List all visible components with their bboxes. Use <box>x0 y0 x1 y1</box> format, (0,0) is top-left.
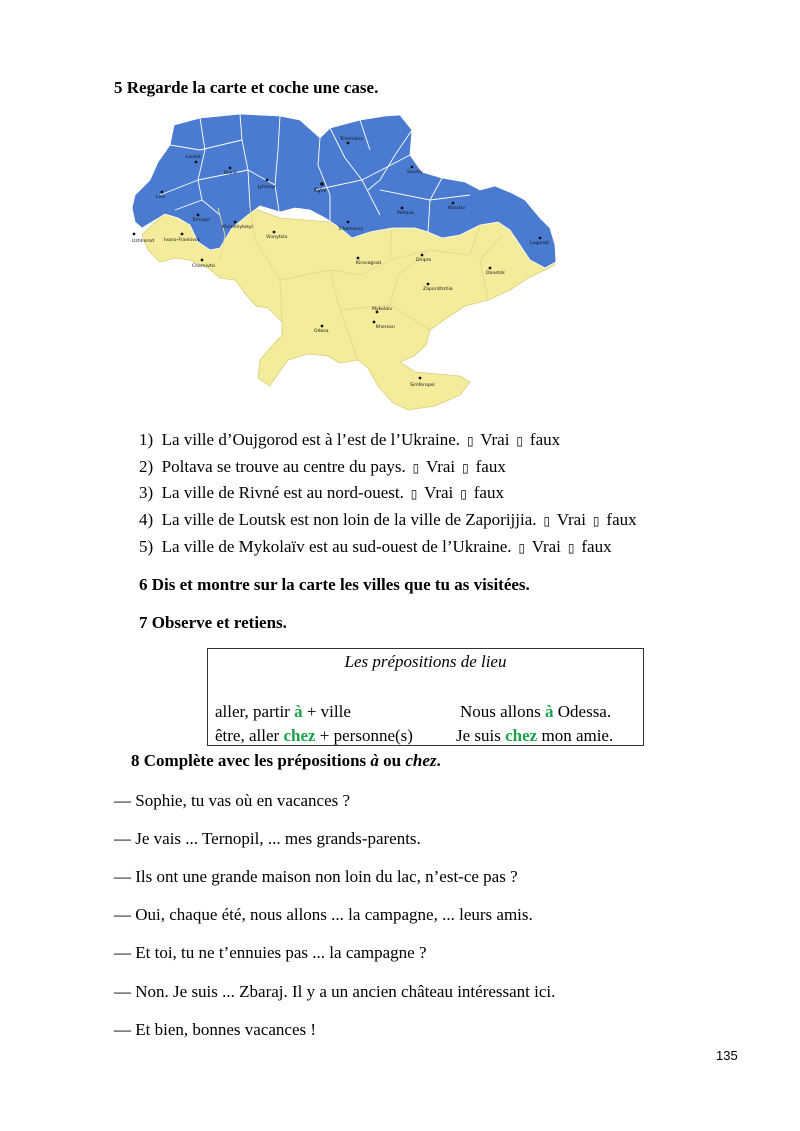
statement-4 <box>139 510 637 530</box>
exercise-5-heading: 5 Regarde la carte et coche une case. <box>114 78 379 97</box>
dialog-line: — Non. Je suis ... Zbaraj. Il y a un ancien château intéressant ici. <box>114 982 556 1001</box>
svg-text:Uzhhorod: Uzhhorod <box>132 239 154 244</box>
ukraine-map-svg <box>130 110 560 415</box>
true-checkbox[interactable]: ▯ <box>466 434 474 448</box>
svg-text:Tchernihiv: Tchernihiv <box>340 137 364 142</box>
true-label: Vrai <box>424 483 454 502</box>
false-label: faux <box>529 430 561 449</box>
true-checkbox[interactable]: ▯ <box>543 514 551 528</box>
false-checkbox[interactable]: ▯ <box>460 487 467 501</box>
dialog-line: — Sophie, tu vas où en vacances ? <box>114 791 351 810</box>
svg-text:Poltava: Poltava <box>397 211 414 216</box>
statement-3 <box>139 483 504 503</box>
statement-text: La ville d’Oujgorod est à l’est de l’Ukraine. <box>161 430 461 449</box>
true-checkbox[interactable]: ▯ <box>410 487 418 501</box>
false-checkbox[interactable]: ▯ <box>567 541 575 555</box>
statement-text: La ville de Rivné est au nord-ouest. <box>161 483 409 502</box>
statement-5 <box>139 537 612 557</box>
prepositions-box <box>207 648 644 746</box>
false-checkbox[interactable]: ▯ <box>462 461 469 475</box>
svg-text:Rivné: Rivné <box>224 171 237 176</box>
true-checkbox[interactable]: ▯ <box>518 541 526 555</box>
statement-number: 3) <box>139 483 154 502</box>
exercise-8-heading: 8 Complète avec les prépositions à ou chez. <box>131 751 441 770</box>
preposition-a: à <box>294 702 303 721</box>
true-checkbox[interactable]: ▯ <box>412 461 420 475</box>
false-label: faux <box>475 457 506 476</box>
svg-text:Vinnytsia: Vinnytsia <box>266 235 288 240</box>
svg-text:Mykolaiv: Mykolaiv <box>372 307 393 312</box>
svg-text:Kharkiv: Kharkiv <box>448 206 466 211</box>
exercise-7-heading: 7 Observe et retiens. <box>139 613 287 632</box>
rule-row-1-left: aller, partir à + ville <box>215 702 351 721</box>
dialog-line: — Ils ont une grande maison non loin du lac, n’est-ce pas ? <box>114 867 518 886</box>
page-number: 135 <box>716 1048 738 1063</box>
statement-2 <box>139 457 506 477</box>
statement-1 <box>139 430 560 450</box>
svg-text:Zaporizhzhia: Zaporizhzhia <box>423 287 453 292</box>
svg-text:Donetsk: Donetsk <box>486 271 505 276</box>
preposition-chez: chez <box>505 726 538 745</box>
svg-text:Dnipro: Dnipro <box>416 258 432 263</box>
false-label: faux <box>606 510 637 529</box>
false-checkbox[interactable]: ▯ <box>516 434 523 448</box>
preposition-a: à <box>545 702 554 721</box>
ukraine-map <box>130 110 560 415</box>
exercise-6-heading: 6 Dis et montre sur la carte les villes que tu as visitées. <box>139 575 530 594</box>
svg-text:Simferopol: Simferopol <box>410 383 435 388</box>
svg-text:Soumy: Soumy <box>407 170 423 175</box>
statement-text: Poltava se trouve au centre du pays. <box>161 457 406 476</box>
svg-text:Kherson: Kherson <box>376 325 395 330</box>
dialog-line: — Je vais ... Ternopil, ... mes grands-parents. <box>114 829 421 848</box>
statement-number: 2) <box>139 457 154 476</box>
svg-text:Ivano-Frankivsk: Ivano-Frankivsk <box>164 238 200 243</box>
svg-text:Ternopil: Ternopil <box>192 218 210 223</box>
preposition-chez: chez <box>283 726 316 745</box>
false-label: faux <box>581 537 612 556</box>
true-label: Vrai <box>425 457 456 476</box>
true-label: Vrai <box>556 510 586 529</box>
svg-text:Jytomyr: Jytomyr <box>258 185 276 190</box>
rule-row-1-right: Nous allons à Odessa. <box>460 702 612 721</box>
svg-text:Tcherkassy: Tcherkassy <box>338 227 364 232</box>
prepositions-box-title: Les prépositions de lieu <box>344 652 507 671</box>
dialog-line: — Oui, chaque été, nous allons ... la campagne, ... leurs amis. <box>114 905 533 924</box>
rule-row-2-right: Je suis chez mon amie. <box>456 726 614 745</box>
statement-number: 1) <box>139 430 154 449</box>
rule-row-2-left: être, aller chez + personne(s) <box>215 726 413 745</box>
svg-text:Khmelnytskyi: Khmelnytskyi <box>222 225 253 230</box>
svg-text:Lugansk: Lugansk <box>530 241 550 246</box>
false-label: faux <box>473 483 504 502</box>
dialog-line: — Et bien, bonnes vacances ! <box>114 1020 317 1039</box>
statement-number: 5) <box>139 537 154 556</box>
svg-text:Loutsk: Loutsk <box>186 155 202 160</box>
svg-text:Lviv: Lviv <box>156 195 166 200</box>
false-checkbox[interactable]: ▯ <box>592 514 600 528</box>
true-label: Vrai <box>480 430 510 449</box>
statement-text: La ville de Loutsk est non loin de la ville de Zaporijjia. <box>161 510 537 529</box>
statement-text: La ville de Mykolaïv est au sud-ouest de l’Ukraine. <box>161 537 512 556</box>
statement-number: 4) <box>139 510 154 529</box>
svg-text:Kyiv: Kyiv <box>314 187 327 194</box>
svg-text:Kirovograd: Kirovograd <box>356 261 381 266</box>
svg-text:Chernivtsi: Chernivtsi <box>192 264 216 269</box>
true-label: Vrai <box>531 537 561 556</box>
dialog-line: — Et toi, tu ne t’ennuies pas ... la campagne ? <box>114 943 427 962</box>
svg-text:Odesa: Odesa <box>314 329 329 334</box>
